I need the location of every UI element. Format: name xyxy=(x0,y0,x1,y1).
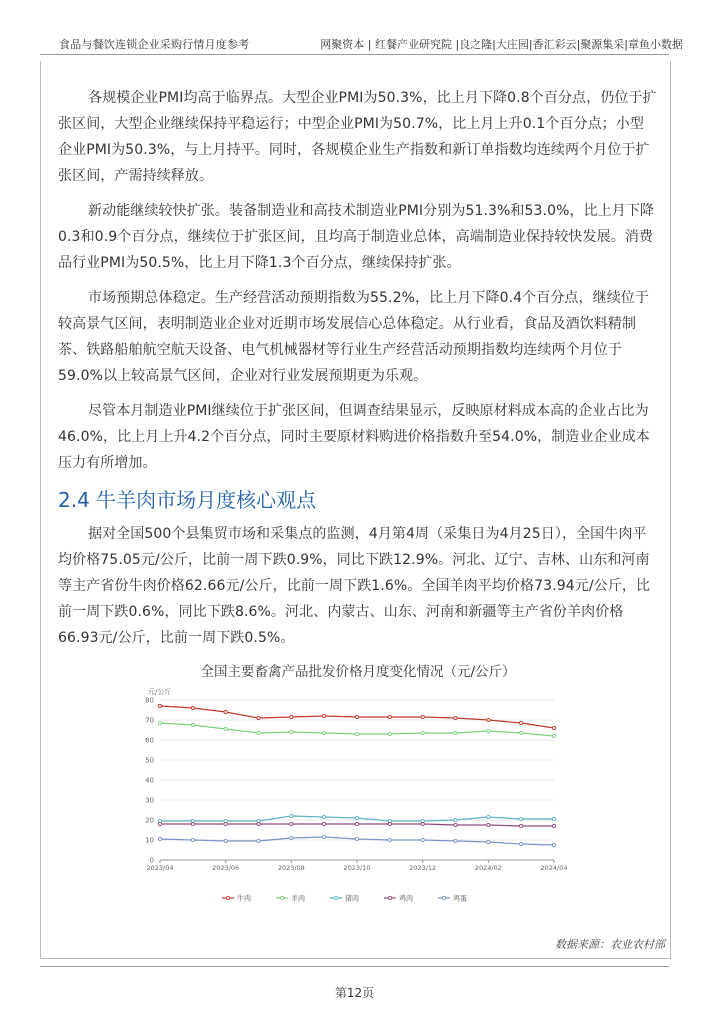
legend-label: 鸡肉 xyxy=(399,894,413,903)
data-point-鸡肉 xyxy=(191,822,194,825)
data-point-牛肉 xyxy=(224,710,227,713)
data-point-鸡蛋 xyxy=(355,837,358,840)
paragraph-scale: 各规模企业PMI均高于临界点。大型企业PMI为50.3%，比上月下降0.8个百分点，仍位于扩张区间，大型企业继续保持平稳运行；中型企业PMI为50.7%，比上月上升0.1个百分点；小型企业PMI为50.3%，与上月持平。同时，各规模企业生产指数和新订单指数均连续两个月位于扩张区间，产需持续释放。 xyxy=(58,90,657,184)
data-point-羊肉 xyxy=(191,723,194,726)
main-content xyxy=(58,85,658,914)
x-tick-label: 2023/10 xyxy=(343,864,371,872)
header-title: 食品与餐饮连锁企业采购行情月度参考 xyxy=(59,38,250,51)
data-source: 数据来源：农业农村部 xyxy=(555,938,665,951)
data-point-鸡蛋 xyxy=(257,839,260,842)
y-tick-label: 0 xyxy=(149,856,154,865)
data-point-鸡蛋 xyxy=(520,842,523,845)
data-point-鸡蛋 xyxy=(552,843,555,846)
legend-label: 猪肉 xyxy=(345,894,359,903)
data-point-鸡肉 xyxy=(257,822,260,825)
data-point-牛肉 xyxy=(388,715,391,718)
legend-marker xyxy=(334,896,337,899)
data-point-鸡蛋 xyxy=(388,838,391,841)
data-point-牛肉 xyxy=(552,726,555,729)
data-point-猪肉 xyxy=(552,817,555,820)
data-point-鸡蛋 xyxy=(487,840,490,843)
legend-marker xyxy=(388,896,391,899)
data-point-羊肉 xyxy=(388,732,391,735)
data-point-鸡蛋 xyxy=(454,839,457,842)
data-point-牛肉 xyxy=(520,721,523,724)
page-number: 第12页 xyxy=(334,986,375,1000)
data-point-鸡肉 xyxy=(552,824,555,827)
chart-title: 全国主要畜禽产品批发价格月度变化情况（元/公斤） xyxy=(200,664,516,680)
data-point-鸡肉 xyxy=(388,822,391,825)
data-point-鸡肉 xyxy=(158,822,161,825)
section-title: 2.4 牛羊肉市场月度核心观点 xyxy=(58,488,317,512)
data-point-牛肉 xyxy=(290,715,293,718)
legend-marker xyxy=(442,896,445,899)
y-tick-label: 40 xyxy=(145,776,154,785)
data-point-牛肉 xyxy=(355,715,358,718)
data-point-鸡肉 xyxy=(421,822,424,825)
data-point-牛肉 xyxy=(158,704,161,707)
data-point-羊肉 xyxy=(552,734,555,737)
data-point-羊肉 xyxy=(421,731,424,734)
x-tick-label: 2023/08 xyxy=(277,864,305,872)
data-point-鸡肉 xyxy=(323,822,326,825)
legend-label: 羊肉 xyxy=(291,894,305,903)
y-tick-label: 10 xyxy=(145,836,154,845)
legend-label: 鸡蛋 xyxy=(453,894,467,903)
data-point-鸡肉 xyxy=(224,822,227,825)
data-point-牛肉 xyxy=(421,715,424,718)
data-point-猪肉 xyxy=(487,815,490,818)
data-point-羊肉 xyxy=(224,727,227,730)
footer-divider xyxy=(40,966,669,967)
data-point-鸡肉 xyxy=(454,823,457,826)
data-point-鸡肉 xyxy=(355,822,358,825)
data-point-牛肉 xyxy=(191,706,194,709)
data-point-羊肉 xyxy=(520,731,523,734)
data-point-鸡肉 xyxy=(520,824,523,827)
data-point-羊肉 xyxy=(158,721,161,724)
y-tick-label: 80 xyxy=(145,696,154,705)
data-point-牛肉 xyxy=(454,716,457,719)
data-point-鸡蛋 xyxy=(158,837,161,840)
paragraph-cost-pressure: 尽管本月制造业PMI继续位于扩张区间，但调查结果显示，反映原材料成本高的企业占比为46.0%，比上月上升4.2个百分点，同时主要原材料购进价格指数升至54.0%，制造业企业成本压力有所增加。 xyxy=(58,403,650,471)
legend-marker xyxy=(280,896,283,899)
data-point-羊肉 xyxy=(487,729,490,732)
y-tick-label: 20 xyxy=(145,816,154,825)
y-axis-label: 元/公斤 xyxy=(148,688,172,696)
data-point-羊肉 xyxy=(323,731,326,734)
legend-marker xyxy=(226,896,229,899)
paragraph-new-momentum: 新动能继续较快扩张。装备制造业和高技术制造业PMI分别为51.3%和53.0%，比上月下降0.3和0.9个百分点，继续位于扩张区间，且均高于制造业总体，高端制造业保持较快发展。消费品行业PMI为50.5%，比上月下降1.3个百分点，继续保持扩张。 xyxy=(58,203,655,271)
header-divider xyxy=(40,54,669,55)
paragraph-expectation: 市场预期总体稳定。生产经营活动预期指数为55.2%，比上月下降0.4个百分点，继续位于较高景气区间，表明制造业企业对近期市场发展信心总体稳定。从行业看，食品及酒饮料精制茶、铁路船舶航空航天设备、电气机械器材等行业生产经营活动预期指数均连续两个月位于59.0%以上较高景气区间，企业对行业发展预期更为乐观。 xyxy=(58,290,650,384)
section-paragraph: 据对全国500个县集贸市场和采集点的监测，4月第4周（采集日为4月25日），全国牛肉平均价格75.05元/公斤，比前一周下跌0.9%，同比下跌12.9%。河北、辽宁、吉林、山东和河南等主产省份牛肉价格62.66元/公斤，比前一周下跌1.6%。全国羊肉平均价格73.94元/公斤，比前一周下跌0.6%，同比下跌8.6%。河北、内蒙古、山东、河南和新疆等主产省份羊肉价格66.93元/公斤，比前一周下跌0.5%。 xyxy=(58,526,651,646)
x-tick-label: 2023/04 xyxy=(146,864,174,872)
data-point-牛肉 xyxy=(487,718,490,721)
data-point-鸡蛋 xyxy=(191,838,194,841)
x-tick-label: 2023/12 xyxy=(409,864,437,872)
data-point-鸡肉 xyxy=(487,823,490,826)
data-point-羊肉 xyxy=(355,732,358,735)
data-point-鸡肉 xyxy=(290,822,293,825)
data-point-猪肉 xyxy=(520,817,523,820)
data-point-猪肉 xyxy=(323,815,326,818)
data-point-羊肉 xyxy=(290,730,293,733)
data-point-鸡蛋 xyxy=(224,839,227,842)
data-point-猪肉 xyxy=(355,816,358,819)
data-point-牛肉 xyxy=(323,714,326,717)
data-point-猪肉 xyxy=(290,814,293,817)
data-point-牛肉 xyxy=(257,716,260,719)
chart-container xyxy=(58,684,658,914)
header-partners: 网聚资本 | 红餐产业研究院 |良之隆|大庄园|香汇彩云|聚源集采|章鱼小数据 xyxy=(320,38,683,51)
line-chart xyxy=(58,684,658,914)
y-tick-label: 30 xyxy=(145,796,154,805)
data-point-鸡蛋 xyxy=(421,838,424,841)
y-tick-label: 60 xyxy=(145,736,154,745)
y-tick-label: 70 xyxy=(145,716,154,725)
x-tick-label: 2024/04 xyxy=(540,864,568,872)
data-point-鸡蛋 xyxy=(290,836,293,839)
legend-label: 牛肉 xyxy=(237,894,251,903)
data-point-羊肉 xyxy=(454,731,457,734)
x-tick-label: 2023/06 xyxy=(212,864,240,872)
x-tick-label: 2024/02 xyxy=(474,864,502,872)
data-point-鸡蛋 xyxy=(323,835,326,838)
page-header xyxy=(0,0,709,58)
y-tick-label: 50 xyxy=(145,756,154,765)
data-point-猪肉 xyxy=(454,818,457,821)
data-point-羊肉 xyxy=(257,731,260,734)
